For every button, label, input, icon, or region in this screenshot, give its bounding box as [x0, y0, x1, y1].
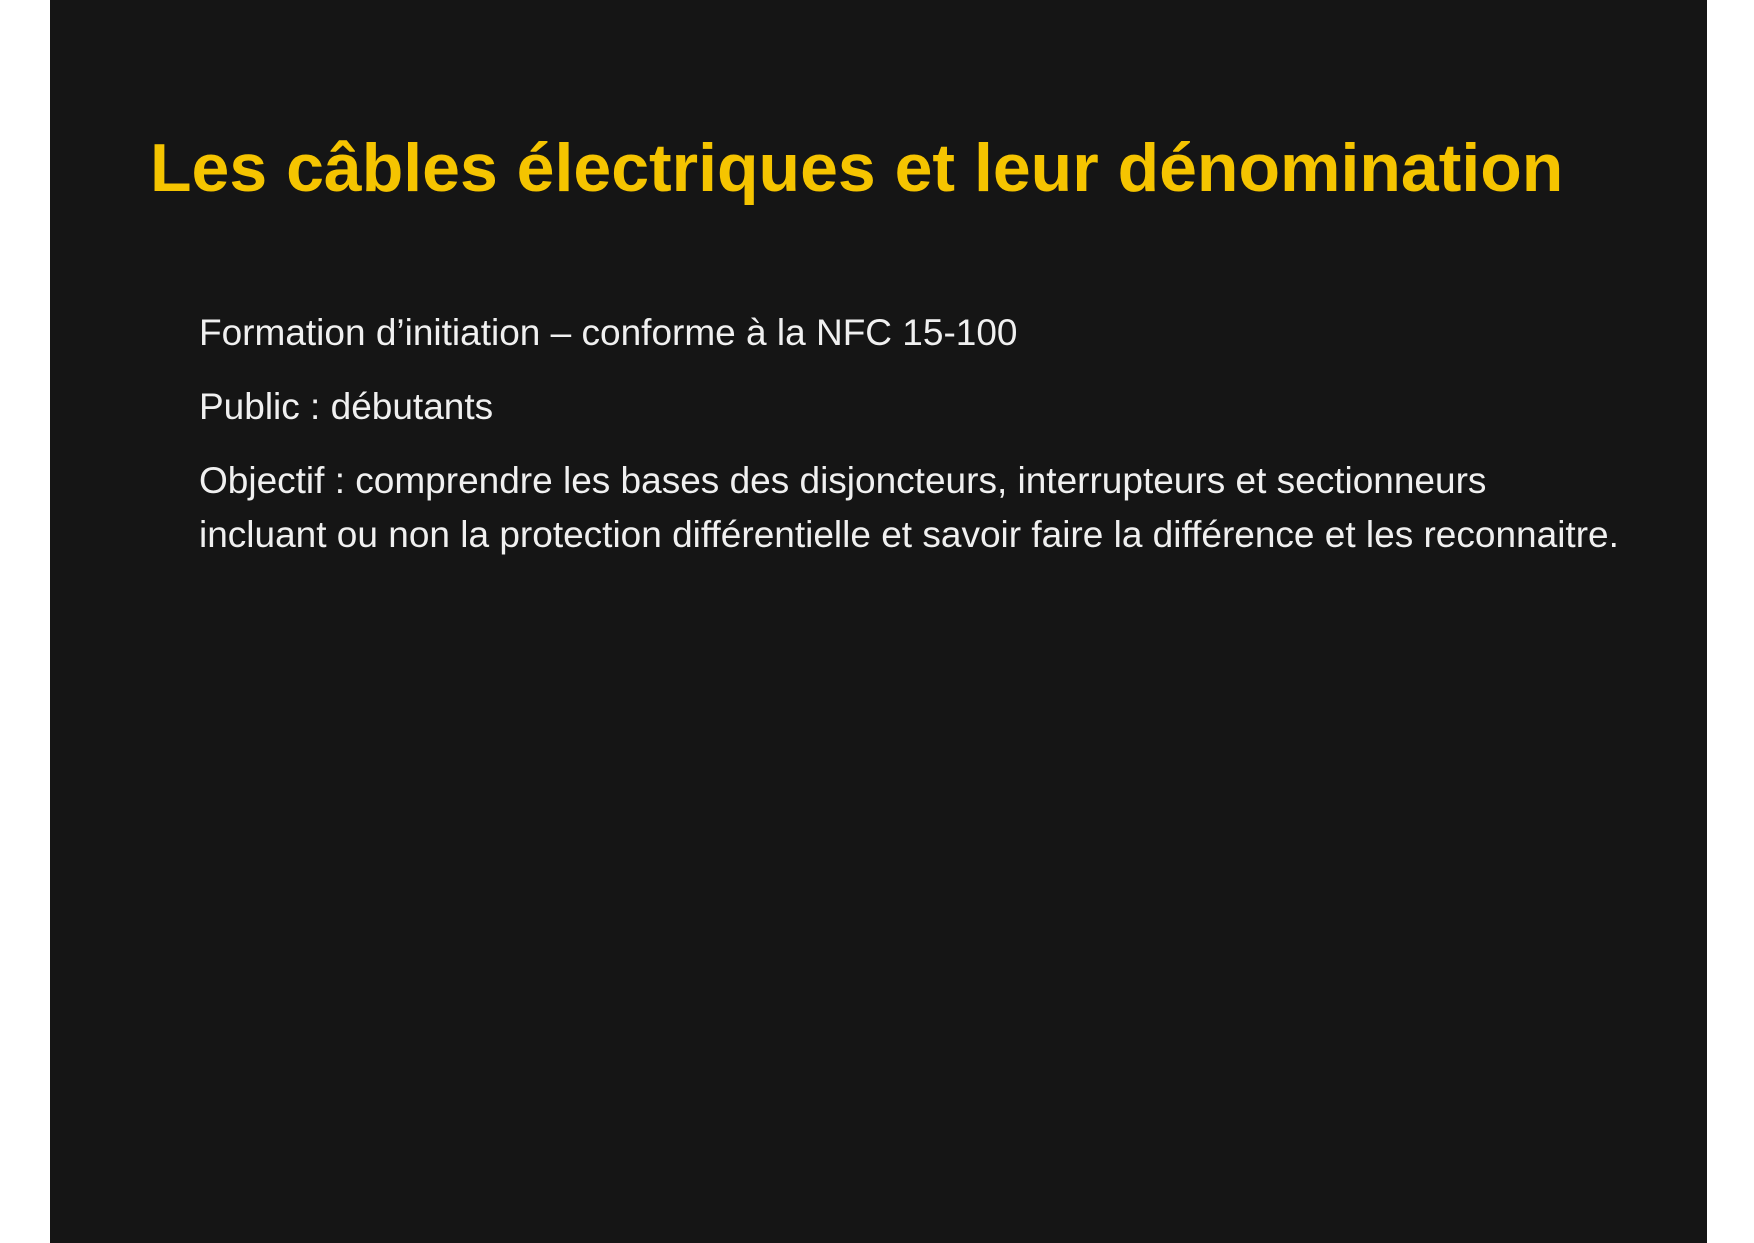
slide [50, 0, 1707, 1243]
slide-title: Les câbles électriques et leur dénomination [150, 130, 1564, 206]
paragraph-public: Public : débutants [199, 386, 494, 427]
paragraph-formation: Formation d’initiation – conforme à la NFC 15-100 [199, 312, 1018, 353]
paragraph-objectif: Objectif : comprendre les bases des disjoncteurs, interrupteurs et sectionneurs incluant ou non la protection différentielle et savoir faire la différence et les reconnaitre. [199, 460, 1619, 555]
slide-body [199, 306, 1619, 582]
